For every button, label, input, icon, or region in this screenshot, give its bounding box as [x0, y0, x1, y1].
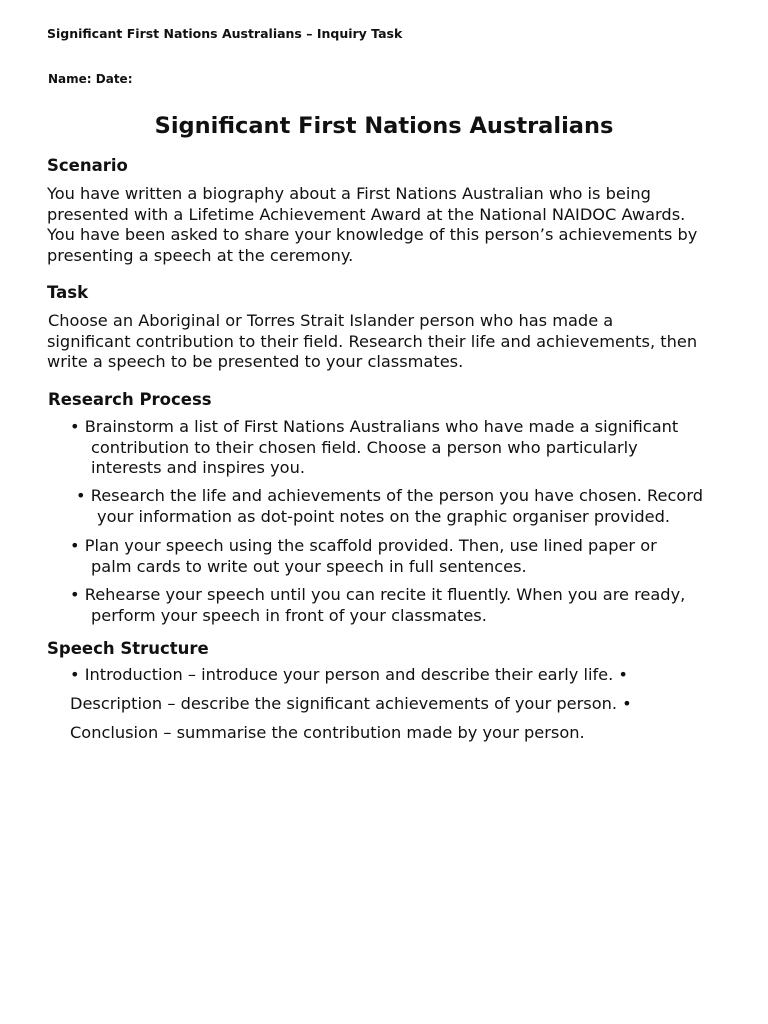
- name-date-label: Name: Date:: [48, 72, 133, 86]
- bullet-line: contribution to their chosen field. Choose a person who particularly: [91, 437, 638, 457]
- scenario-heading: Scenario: [47, 156, 128, 175]
- task-line: significant contribution to their field. Research their life and achievements, then: [47, 331, 698, 351]
- research-bullet-rehearse: [70, 585, 685, 626]
- speech-structure-heading: Speech Structure: [47, 639, 209, 658]
- bullet-line: interests and inspires you.: [91, 458, 305, 477]
- scenario-line: presented with a Lifetime Achievement Award at the National NAIDOC Awards.: [47, 204, 686, 224]
- header-title: Significant First Nations Australians – Inquiry Task: [47, 26, 403, 41]
- bullet-line: perform your speech in front of your classmates.: [91, 605, 487, 625]
- research-process-heading: Research Process: [48, 390, 212, 409]
- research-bullet-research: [76, 486, 703, 527]
- task-line: write a speech to be presented to your classmates.: [47, 352, 464, 371]
- scenario-text: [47, 184, 737, 266]
- bullet-line: • Plan your speech using the scaffold provided. Then, use lined paper or: [70, 536, 657, 555]
- bullet-line: • Research the life and achievements of the person you have chosen. Record: [76, 486, 703, 505]
- task-heading: Task: [47, 283, 89, 302]
- scenario-line: You have been asked to share your knowledge of this person’s achievements by: [47, 225, 698, 244]
- research-bullet-brainstorm: [70, 417, 678, 479]
- scenario-line: presenting a speech at the ceremony.: [47, 245, 354, 265]
- speech-structure-line: Conclusion – summarise the contribution made by your person.: [70, 723, 585, 742]
- bullet-line: palm cards to write out your speech in full sentences.: [91, 556, 527, 576]
- page-title: Significant First Nations Australians: [154, 113, 614, 139]
- research-bullet-plan: [70, 536, 657, 577]
- scenario-line: You have written a biography about a First Nations Australian who is being: [47, 184, 651, 203]
- bullet-line: • Brainstorm a list of First Nations Australians who have made a significant: [70, 417, 679, 436]
- speech-structure-line: • Introduction – introduce your person and describe their early life. •: [70, 665, 628, 684]
- bullet-line: your information as dot-point notes on the graphic organiser provided.: [97, 506, 671, 526]
- bullet-line: • Rehearse your speech until you can recite it fluently. When you are ready,: [70, 585, 686, 604]
- task-text: [48, 311, 738, 373]
- speech-structure-line: Description – describe the significant achievements of your person. •: [70, 694, 632, 713]
- task-line: Choose an Aboriginal or Torres Strait Islander person who has made a: [48, 311, 614, 330]
